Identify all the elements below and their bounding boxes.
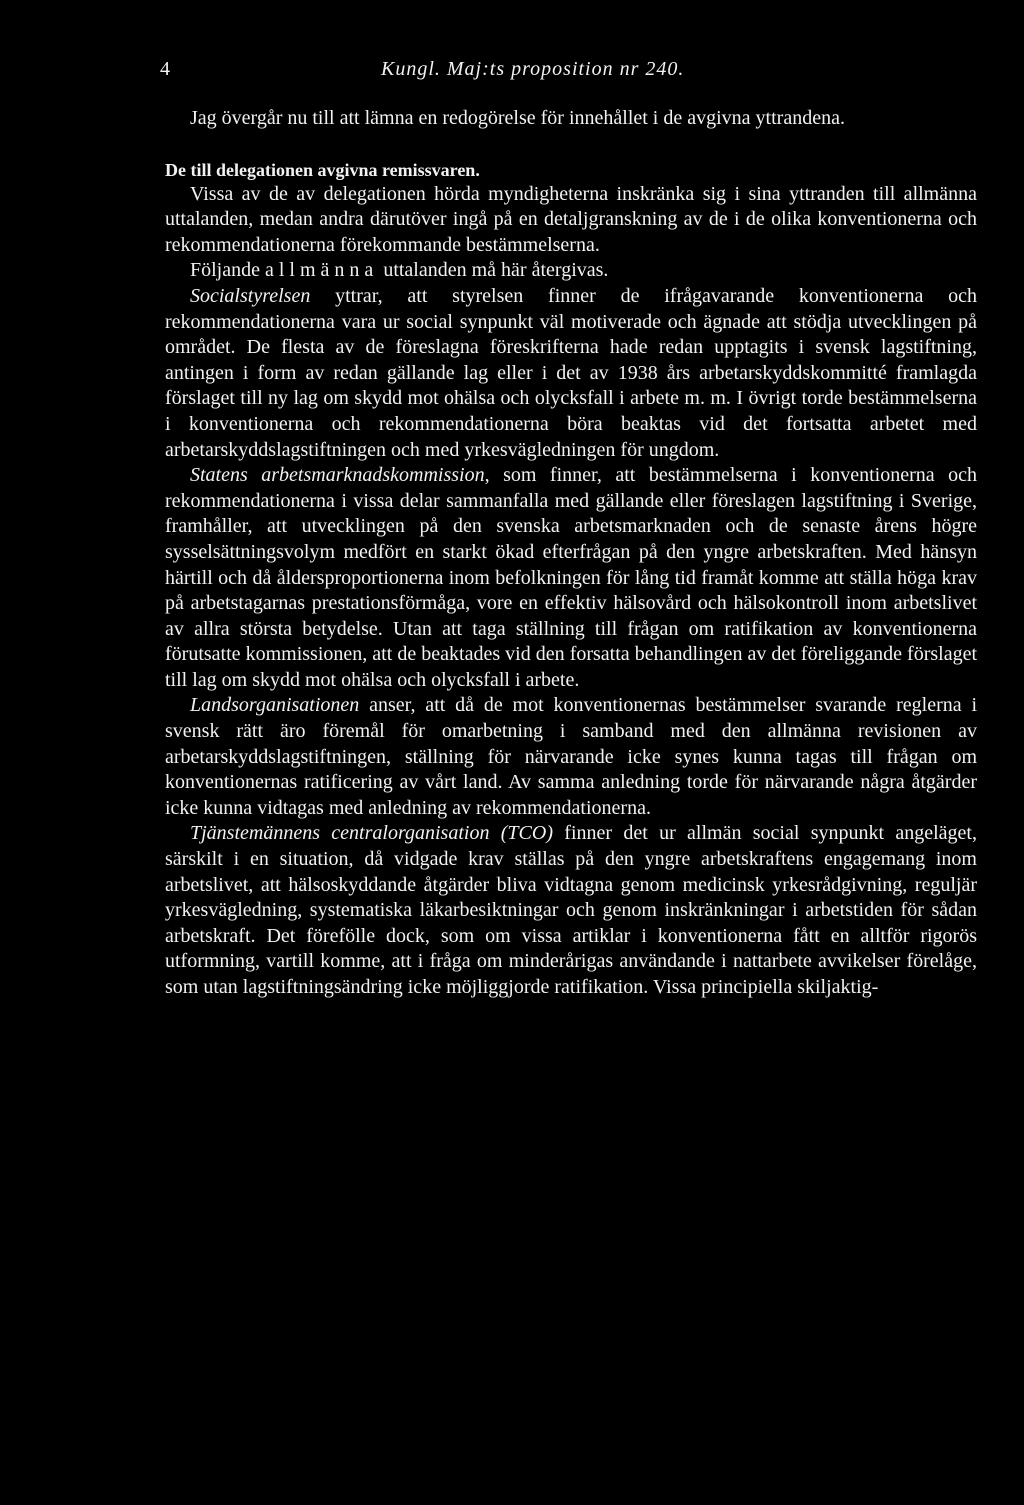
paragraph-tco [165,821,977,1000]
paragraph-arbetsmarknadskommission-text: , som finner, att bestämmelserna i konventionerna och rekommendationerna i vissa delar sammanfalla med gällande eller föreslagen lagstiftning i Sverige, framhåller, att utvecklingen på den svenska arbetsmarknaden och de senaste årens högre sysselsättningsvolym medfört en starkt ökad efterfrågan på den yngre arbetskraften. Med hänsyn härtill och då åldersproportionerna inom befolkningen för lång tid framåt komme att ställa höga krav på arbetstagarnas prestationsförmåga, vore en effektiv hälsovård och hälsokontroll inom arbetslivet av allra största betydelse. Utan att taga ställning till frågan om ratifikation av konventionerna förutsatte kommissionen, att de beaktades vid den forsatta behandlingen av det föreliggande förslaget till lag om skydd mot ohälsa och olycksfall i arbete. [165,464,977,691]
paragraph-socialstyrelsen [165,284,977,463]
org-landsorganisationen: Landsorganisationen [190,694,360,717]
org-arbetsmarknadskommission: Statens arbetsmarknadskommission [190,464,485,487]
section-heading: De till delegationen avgivna remissvaren. [165,159,480,180]
paragraph-allmanna-before: Följande [190,259,260,282]
paragraph-socialstyrelsen-text: yttrar, att styrelsen finner de ifrågavarande konventionerna och rekommendationerna vara ur social synpunkt väl motiverade och ägnade att stödja utvecklingen på området. De flesta av de föreslagna föreskrifterna hade redan upptagits i svensk lagstiftning, antingen i form av redan gällande lag eller i det av 1938 års arbetarskyddskommitté framlagda förslaget till ny lag om skydd mot ohälsa och olycksfall i arbete m. m. I övrigt torde bestämmelserna i konventionerna och rekommendationerna böra beaktas vid det fortsatta arbetet med arbetarskyddslagstiftningen och med yrkesvägledningen för ungdom. [165,284,977,461]
org-tco: Tjänstemännens centralorganisation (TCO) [190,822,553,845]
org-socialstyrelsen: Socialstyrelsen [190,284,311,307]
running-title: Kungl. Maj:ts proposition nr 240. [381,58,685,80]
paragraph-myndigheter: Vissa av de av delegationen hörda myndigheterna inskränka sig i sina yttranden till allmänna uttalanden, medan andra därutöver ingå på en detaljgranskning av de i de olika konventionerna och rekommendationerna förekommande bestämmelserna. [165,182,977,256]
page-header [160,58,977,92]
paragraph-allmanna-spaced: allmänna [265,259,379,282]
paragraph-landsorganisationen-text: anser, att då de mot konventionernas bestämmelser svarande reglerna i svensk rätt äro föremål för omarbetning i samband med den allmänna revisionen av arbetarskyddslagstiftningen, ställning för närvarande icke synes kunna tagas till frågan om konventionernas ratificering av vårt land. Av samma anledning torde för närvarande några åtgärder icke kunna vidtagas med anledning av rekommendationerna. [165,694,977,819]
paragraph-landsorganisationen [165,693,977,821]
paragraph-tco-text: finner det ur allmän social synpunkt angeläget, särskilt i en situation, då vidgade krav ställas på den yngre arbetskraftens engagemang inom arbetslivet, att hälsoskyddande åtgärder bliva vidtagna genom medicinsk yrkesrådgivning, reguljär yrkesvägledning, systematiska läkarbesiktningar och genom inskränkningar i arbetstiden för sådan arbetskraft. Det förefölle dock, som om vissa artiklar i konventionerna fått en alltför rigorös utformning, vartill komme, att i fråga om minderårigas användande i nattarbete avvikelser förelåge, som utan lagstiftningsändring icke möjliggjorde ratifikation. Vissa principiella skiljaktig- [165,822,977,998]
paragraph-allmanna-after: uttalanden må här återgivas. [383,259,609,282]
document-page [160,58,977,1001]
paragraph-allmanna [165,258,977,284]
page-number: 4 [160,58,171,80]
paragraph-arbetsmarknadskommission [165,463,977,693]
intro-paragraph: Jag övergår nu till att lämna en redogörelse för innehållet i de avgivna yttrandena. [190,107,845,129]
